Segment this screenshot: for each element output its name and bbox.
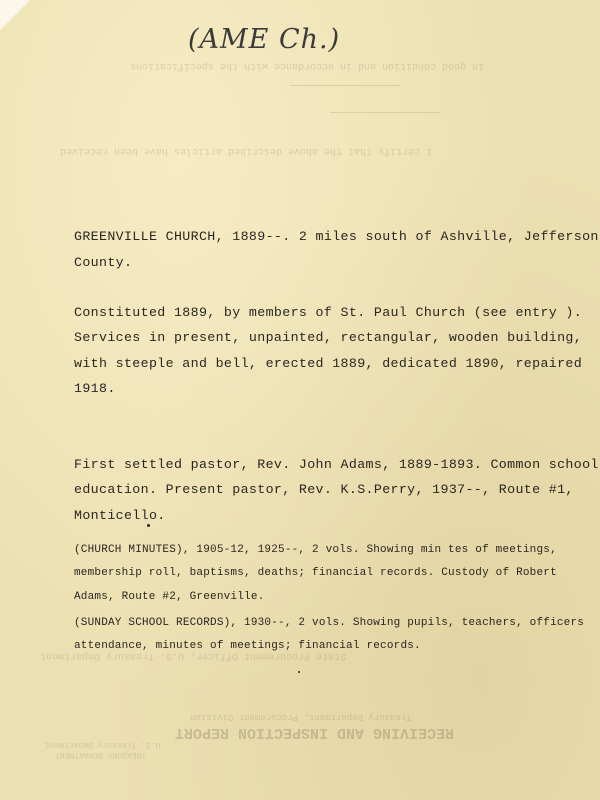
ink-dot: [147, 524, 150, 527]
handwritten-annotation: (AME Ch.): [188, 24, 341, 55]
entry-heading-line: County.: [74, 255, 133, 270]
show-through-side-line: State Procurement Officer, U.S. Treasury Department: [40, 650, 347, 661]
show-through-bottom-left-2: U.S. Treasury Department: [45, 740, 161, 749]
show-through-bottom-left-1: TREASURY DEPARTMENT: [55, 750, 147, 759]
show-through-bottom-heading: RECEIVING AND INSPECTION REPORT: [175, 724, 455, 741]
records-line: Adams, Route #2, Greenville.: [74, 591, 265, 603]
entry-pastors-line: education. Present pastor, Rev. K.S.Perry, 1937--, Route #1,: [74, 482, 574, 497]
entry-heading-line: GREENVILLE CHURCH, 1889--. 2 miles south of Ashville, Jefferson: [74, 229, 599, 244]
entry-history-line: with steeple and bell, erected 1889, dedicated 1890, repaired: [74, 356, 583, 371]
entry-pastors-line: First settled pastor, Rev. John Adams, 1889-1893. Common school: [74, 457, 599, 472]
entry-history-line: Constituted 1889, by members of St. Paul Church (see entry ).: [74, 305, 583, 320]
entry-pastors-line: Monticello.: [74, 508, 166, 523]
ink-dot: [298, 671, 300, 673]
show-through-rule: [290, 85, 400, 86]
show-through-top-line-1: I certify that the above described articles have been received: [60, 145, 433, 156]
show-through-top-line-2: in good condition and in accordance with the specifications: [130, 60, 485, 71]
entry-history-line: Services in present, unpainted, rectangular, wooden building,: [74, 330, 583, 345]
show-through-rule: [330, 112, 440, 113]
records-line: attendance, minutes of meetings; financial records.: [74, 640, 421, 652]
show-through-bottom-subheading: Treasury Department, Procurement Division: [190, 712, 412, 722]
records-line: (CHURCH MINUTES), 1905-12, 1925--, 2 vols. Showing min tes of meetings,: [74, 544, 557, 556]
records-line: (SUNDAY SCHOOL RECORDS), 1930--, 2 vols. Showing pupils, teachers, officers: [74, 617, 585, 629]
entry-history-line: 1918.: [74, 381, 116, 396]
torn-corner: [0, 0, 30, 30]
records-line: membership roll, baptisms, deaths; financial records. Custody of Robert: [74, 567, 557, 579]
